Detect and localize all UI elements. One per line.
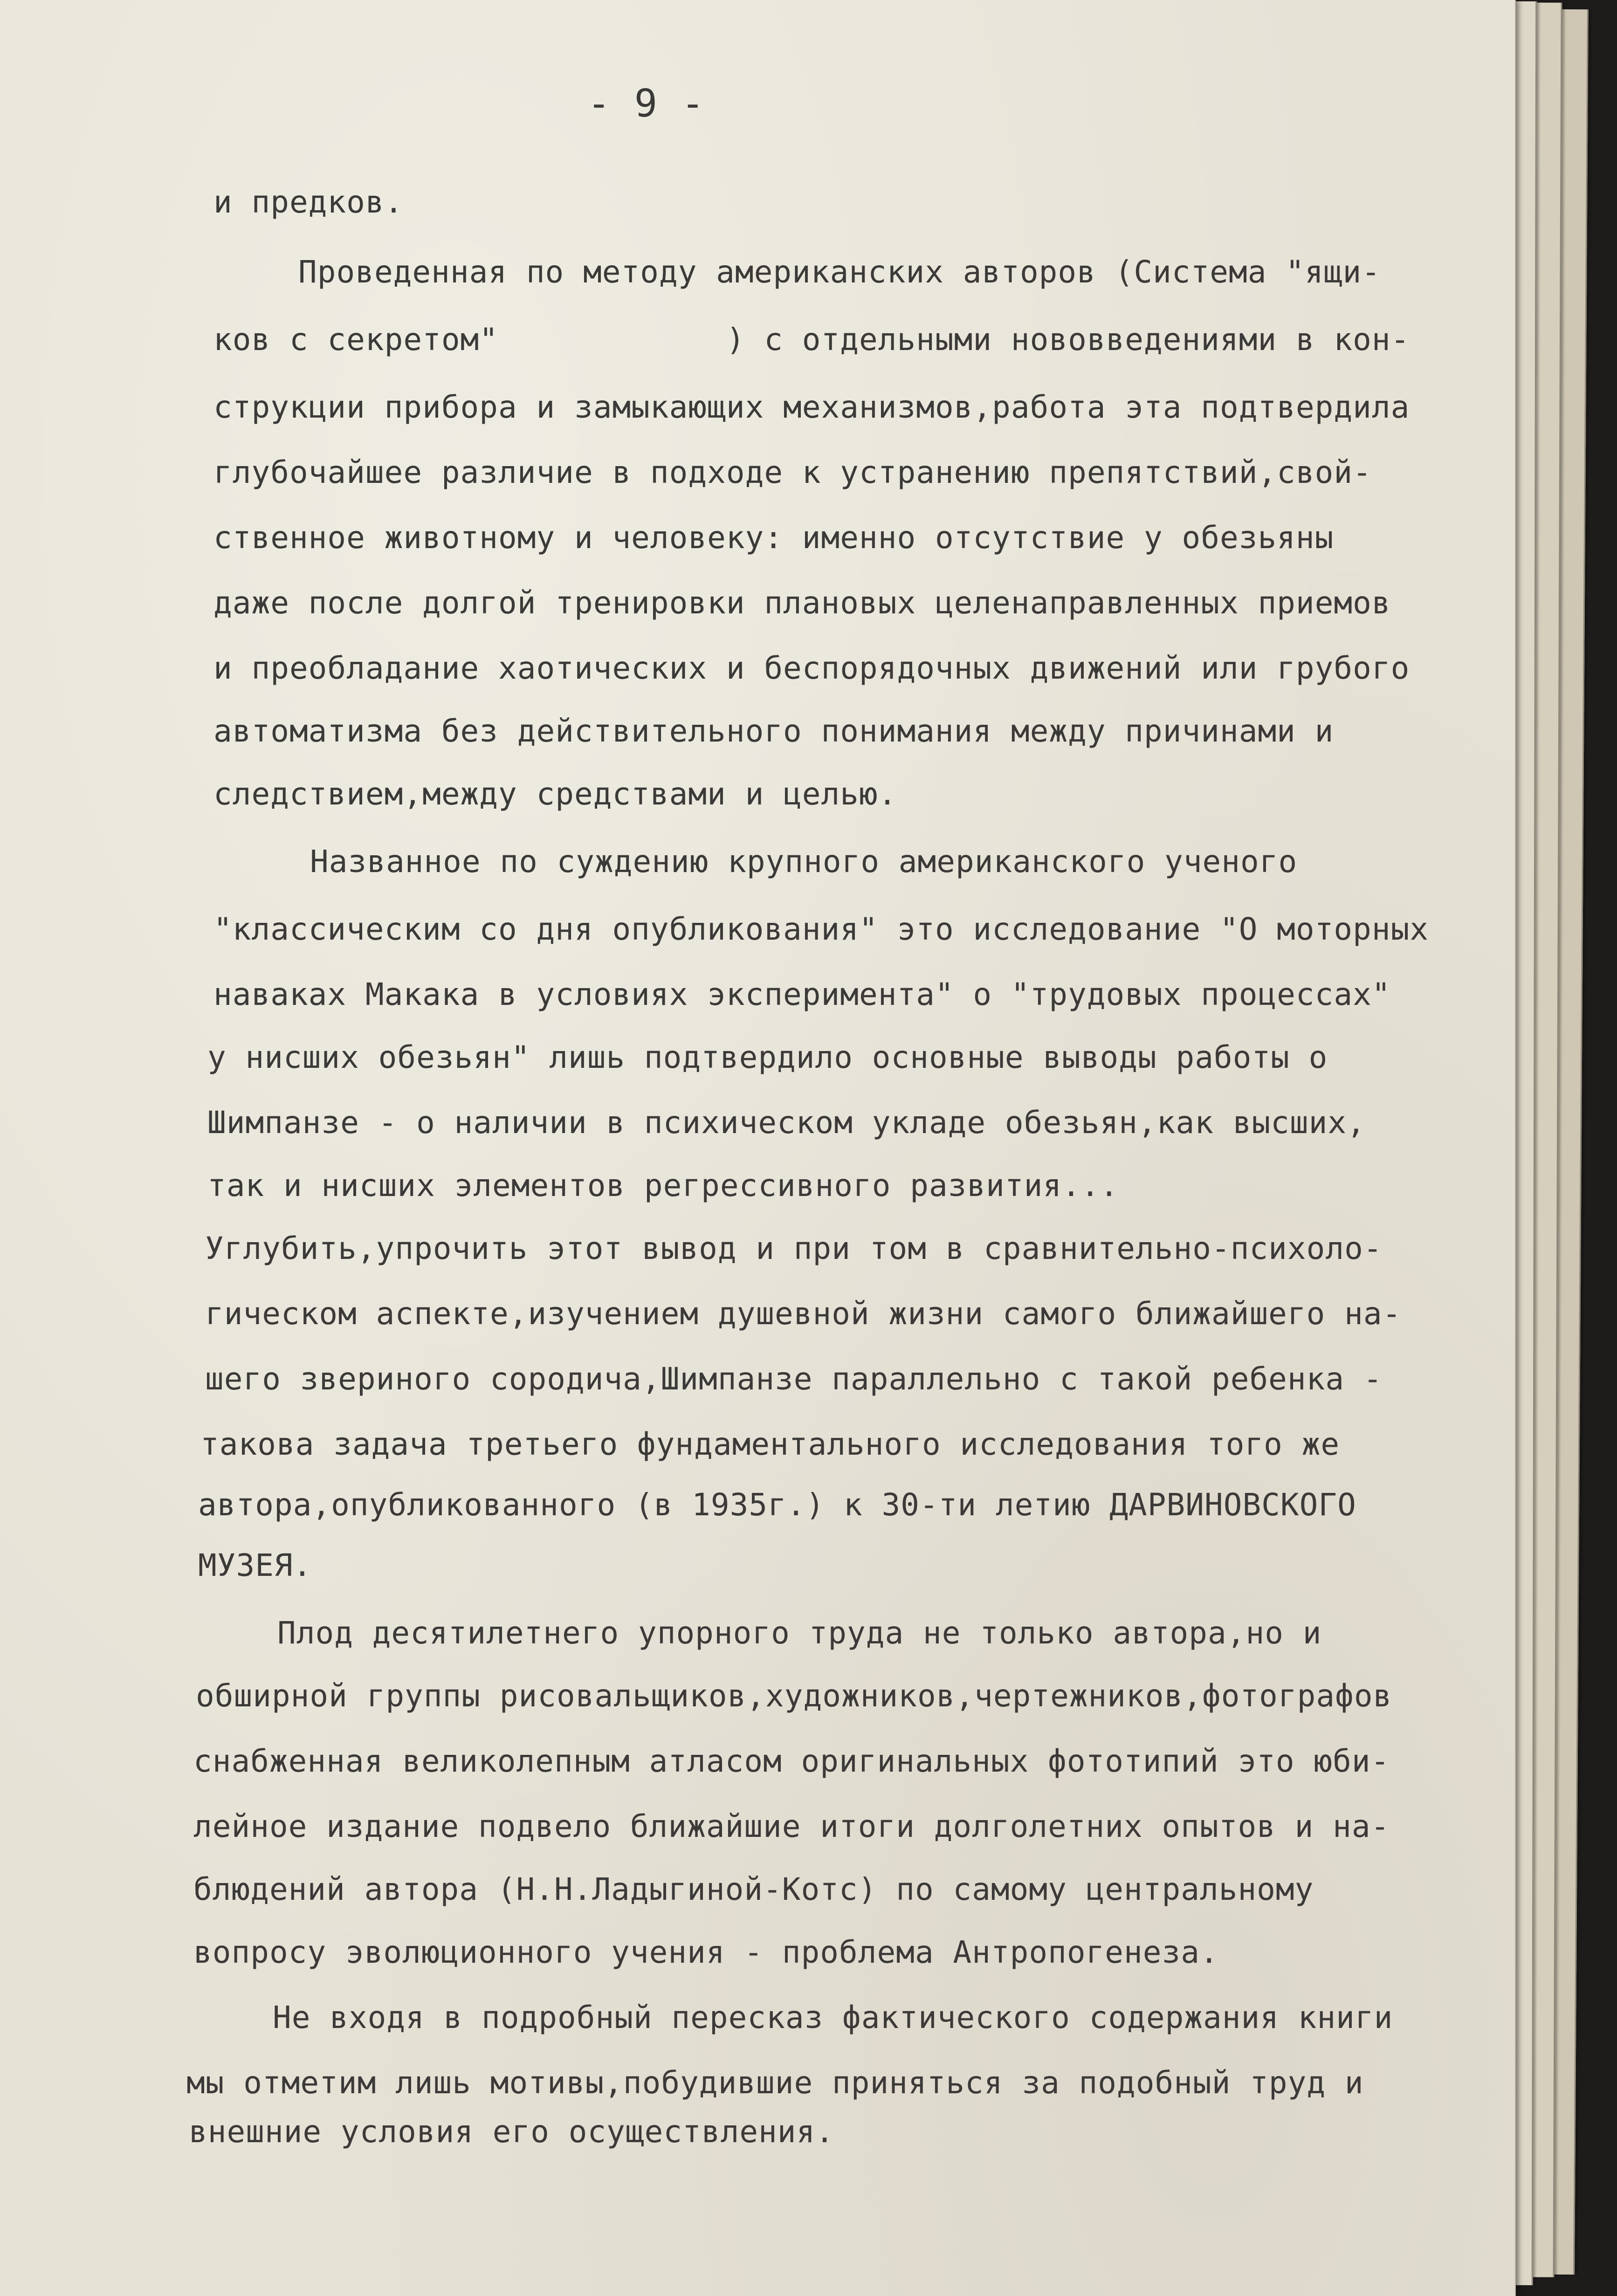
text-line: наваках Макака в условиях эксперимента" о "трудовых процессах"	[213, 976, 1391, 1012]
text-line: Шимпанзе - о наличии в психическом укладе обезьян,как высших,	[207, 1105, 1366, 1141]
page-number: - 9 -	[587, 82, 705, 126]
text-line: обширной группы рисовальщиков,художников,чертежников,фотографов	[196, 1678, 1392, 1714]
text-line: у нисших обезьян" лишь подтвердило основные выводы работы о	[207, 1039, 1328, 1075]
text-line: автора,опубликованного (в 1935г.) к 30-ти летию ДАРВИНОВСКОГО	[198, 1487, 1356, 1523]
text-line: МУЗЕЯ.	[198, 1547, 312, 1583]
text-line: ков с секретом" ) с отдельными нововведениями в кон-	[213, 322, 1410, 357]
text-line: такова задача третьего фундаментального исследования того же	[200, 1426, 1340, 1462]
text-line: глубочайшее различие в подходе к устранению препятствий,свой-	[213, 454, 1372, 490]
text-line: даже после долгой тренировки плановых целенаправленных приемов	[213, 585, 1391, 621]
text-line: снабженная великолепным атласом оригинальных фототипий это юби-	[193, 1743, 1390, 1779]
text-line: лейное издание подвело ближайшие итоги долголетних опытов и на-	[193, 1808, 1390, 1844]
text-line: внешние условия его осуществления.	[189, 2114, 835, 2150]
text-line: Проведенная по методу американских авторов (Система "ящи-	[298, 254, 1381, 290]
text-line: так и нисших элементов регрессивного развития...	[207, 1168, 1119, 1203]
text-line: Плод десятилетнего упорного труда не только автора,но и	[277, 1615, 1322, 1651]
text-line: Не входя в подробный пересказ фактического содержания книги	[273, 2000, 1393, 2035]
text-line: шего звериного сородича,Шимпанзе параллельно с такой ребенка -	[205, 1361, 1383, 1397]
text-line: "классическим со дня опубликования" это исследование "О моторных	[213, 911, 1429, 947]
text-line: ственное животному и человеку: именно отсутствие у обезьяны	[213, 520, 1334, 556]
text-line: гическом аспекте,изучением душевной жизни самого ближайшего на-	[205, 1296, 1402, 1332]
text-line: струкции прибора и замыкающих механизмов,работа эта подтвердила	[213, 389, 1410, 425]
text-line: следствием,между средствами и целью.	[213, 776, 897, 812]
text-line: вопросу эволюционного учения - проблема Антропогенеза.	[193, 1934, 1219, 1970]
text-line: Названное по суждению крупного американского ученого	[310, 844, 1298, 880]
text-line: автоматизма без действительного понимания между причинами и	[213, 713, 1334, 749]
text-line: Углубить,упрочить этот вывод и при том в сравнительно-психоло-	[205, 1230, 1383, 1266]
text-line: и преобладание хаотических и беспорядочных движений или грубого	[213, 650, 1410, 686]
text-line: блюдений автора (Н.Н.Ладыгиной-Котс) по самому центральному	[193, 1871, 1314, 1907]
text-line: и предков.	[213, 184, 404, 220]
text-line: мы отметим лишь мотивы,побудившие приняться за подобный труд и	[186, 2065, 1364, 2101]
